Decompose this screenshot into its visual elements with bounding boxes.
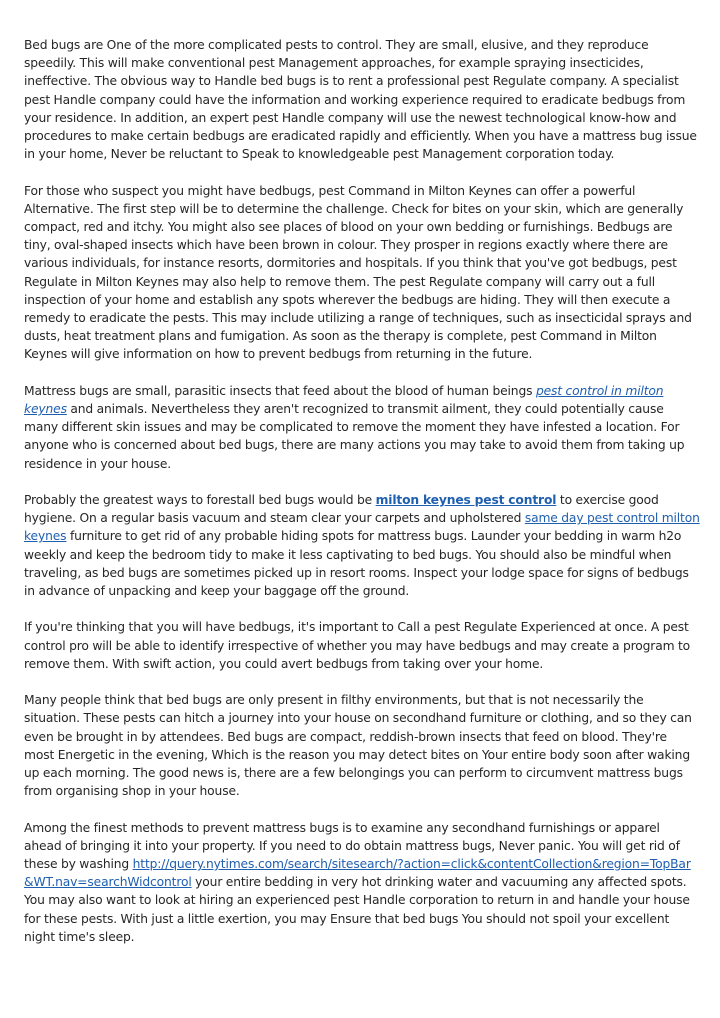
paragraph-4-text-middle: to exercise good hygiene. On a regular basis vacuum and steam clear your carpets and upholstered xyxy=(24,493,659,526)
paragraph-5: If you're thinking that you will have bedbugs, it's important to Call a pest Regulate Experienced at once. A pest control pro will be able to identify irrespective of whether you may have bedbugs and may create a program to remove them. With swift action, you could avert bedbugs from taking over your home. xyxy=(24,620,691,671)
paragraph-1: Bed bugs are One of the more complicated pests to control. They are small, elusive, and they reproduce speedily. This will make conventional pest Management approaches, for example spraying insecticides, ineffective. The obvious way to Handle bed bugs is to rent a professional pest Regulate company. A specialist pest Handle company could have the information and working experience required to eradicate bedbugs from your residence. In addition, an expert pest Handle company will use the newest technological know-how and procedures to make certain bedbugs are eradicated rapidly and efficiently. When you have a mattress bug issue in your home, Never be reluctant to Speak to knowledgeable pest Management corporation today. xyxy=(24,38,697,162)
paragraph-3-text-before: Mattress bugs are small, parasitic insects that feed about the blood of human beings xyxy=(24,383,536,398)
paragraph-7-text-before: Among the finest methods to prevent mattress bugs is to examine any secondhand furnishings or apparel ahead of bringing it into your property. If you need to do obtain mattress bugs, Never panic. You will get rid of these by washing xyxy=(24,820,680,872)
article-body xyxy=(24,36,700,964)
paragraph-7-text-after: your entire bedding in very hot drinking water and vacuuming any affected spots. You may also want to look at hiring an experienced pest Handle corporation to return in and handle your house for these pests. With just a little exertion, you may Ensure that bed bugs You should not spoil your excellent night time's sleep. xyxy=(24,875,690,944)
paragraph-3-text-after: and animals. Nevertheless they aren't recognized to transmit ailment, they could potentially cause many different skin issues and may be complicated to remove the moment they have infested a location. For anyone who is concerned about bed bugs, there are many actions you may take to avoid them from taking up residence in your house. xyxy=(24,402,685,471)
same-day-pest-control-link[interactable]: same day pest control milton keynes xyxy=(24,511,700,544)
paragraph-6: Many people think that bed bugs are only present in filthy environments, but that is not necessarily the situation. These pests can hitch a journey into your house on secondhand furniture or clothing, and so they can even be brought in by attendees. Bed bugs are compact, reddish-brown insects that feed on blood. They're most Energetic in the evening, Which is the reason you may detect bites on Your entire body soon after waking up each morning. The good news is, there are a few belongings you can perform to circumvent mattress bugs from organising shop in your house. xyxy=(24,693,692,799)
pest-control-milton-keynes-link[interactable]: pest control in milton keynes xyxy=(24,383,664,417)
paragraph-3 xyxy=(24,382,700,473)
nytimes-search-link[interactable]: http://query.nytimes.com/search/sitesearch/?action=click&contentCollection&region=TopBar&WT.nav=searchWidcontrol xyxy=(24,857,691,890)
paragraph-7 xyxy=(24,819,700,946)
paragraph-2: For those who suspect you might have bedbugs, pest Command in Milton Keynes can offer a powerful Alternative. The first step will be to determine the challenge. Check for bites on your skin, which are generally compact, red and itchy. You might also see places of blood on your own bedding or furnishings. Bedbugs are tiny, oval-shaped insects which have been brown in colour. They prosper in regions exactly where there are various individuals, for instance resorts, dormitories and hospitals. If you think that you've got bedbugs, pest Regulate in Milton Keynes may also help to remove them. The pest Regulate company will carry out a full inspection of your home and establish any spots wherever the bedbugs are hiding. They will then execute a remedy to eradicate the pests. This may include utilizing a range of techniques, such as insecticidal sprays and dusts, heat treatment plans and fumigation. As soon as the therapy is complete, pest Command in Milton Keynes will give information on how to prevent bedbugs from returning in the future. xyxy=(24,183,692,362)
paragraph-4-text-after: furniture to get rid of any probable hiding spots for mattress bugs. Launder your bedding in warm h2o weekly and keep the bedroom tidy to make it less captivating to bed bugs. You should also be mindful when traveling, as bed bugs are sometimes picked up in resort rooms. Inspect your lodge space for signs of bedbugs in advance of unpacking and keep your baggage off the ground. xyxy=(24,529,689,599)
milton-keynes-pest-control-link[interactable]: milton keynes pest control xyxy=(375,493,557,508)
paragraph-4 xyxy=(24,491,700,600)
paragraph-4-text-before: Probably the greatest ways to forestall bed bugs would be xyxy=(24,493,376,508)
